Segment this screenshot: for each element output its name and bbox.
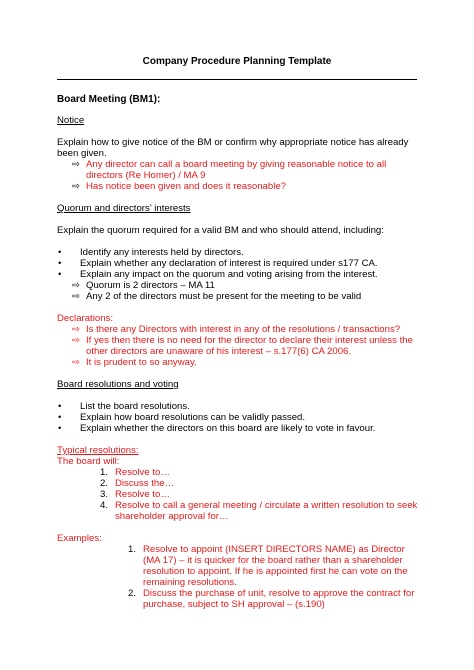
page-title: Company Procedure Planning Template [142,56,332,67]
example-1-line3: resolution to appoint. If he is appointed first he can vote on the [143,566,408,577]
arrow-icon: ⇨ [72,357,81,368]
list-number: 4. [100,500,109,511]
notice-point2: Has notice been given and does it reasonable? [86,181,287,192]
list-number: 3. [100,489,109,500]
bullet-icon: • [58,258,62,269]
bullet-icon: • [58,412,62,423]
declarations-point2-line1: If yes then there is no need for the director to declare their interest unless the [86,335,413,346]
quorum-intro: Explain the quorum required for a valid BM and who should attend, including: [57,225,384,236]
typical-item-1: Resolve to… [115,467,170,478]
example-1-line1: Resolve to appoint (INSERT DIRECTORS NAME) as Director [143,544,405,555]
typical-item-4-line2: shareholder approval for… [115,511,229,522]
example-2-line1: Discuss the purchase of unit, resolve to approve the contract for [143,588,415,599]
notice-heading: Notice [57,115,85,126]
list-number: 2. [100,478,109,489]
board-meeting-heading: Board Meeting (BM1): [57,94,161,105]
declarations-heading: Declarations: [57,313,113,324]
arrow-icon: ⇨ [72,291,81,302]
typical-heading: Typical resolutions: [57,445,139,456]
quorum-bullet-1: Identify any interests held by directors. [80,247,244,258]
arrow-icon: ⇨ [72,159,81,170]
arrow-icon: ⇨ [72,181,81,192]
notice-intro-line2: been given. [57,148,107,159]
title-divider [57,79,417,80]
quorum-bullet-2: Explain whether any declaration of interest is required under s177 CA. [80,258,378,269]
resolutions-bullet-1: List the board resolutions. [80,401,190,412]
bullet-icon: • [58,269,62,280]
list-number: 1. [100,467,109,478]
quorum-bullet-3: Explain any impact on the quorum and voting arising from the interest. [80,269,378,280]
arrow-icon: ⇨ [72,280,81,291]
example-2-line2: purchase, subject to SH approval – (s.190) [143,599,325,610]
bullet-icon: • [58,423,62,434]
declarations-point3: It is prudent to so anyway. [86,357,197,368]
typical-item-3: Resolve to… [115,489,170,500]
arrow-icon: ⇨ [72,335,81,346]
list-number: 2. [128,588,137,599]
quorum-point2: Any 2 of the directors must be present for the meeting to be valid [86,291,362,302]
list-number: 1. [128,544,137,555]
bullet-icon: • [58,401,62,412]
declarations-point1: Is there any Directors with interest in any of the resolutions / transactions? [86,324,401,335]
declarations-point2-line2: other directors are unaware of his interest – s.177(6) CA 2006. [86,346,352,357]
typical-item-2: Discuss the… [115,478,175,489]
resolutions-bullet-2: Explain how board resolutions can be validly passed. [80,412,306,423]
typical-subheading: The board will: [57,456,120,467]
typical-item-4-line1: Resolve to call a general meeting / circulate a written resolution to seek [115,500,418,511]
examples-heading: Examples: [57,533,102,544]
notice-point1-line1: Any director can call a board meeting by giving reasonable notice to all [86,159,387,170]
resolutions-bullet-3: Explain whether the directors on this board are likely to vote in favour. [80,423,376,434]
example-1-line2: (MA 17) – it is quicker for the board rather than a shareholder [143,555,403,566]
bullet-icon: • [58,247,62,258]
notice-intro-line1: Explain how to give notice of the BM or confirm why appropriate notice has already [57,137,409,148]
notice-point1-line2: directors (Re Homer) / MA 9 [86,170,206,181]
example-1-line4: remaining resolutions. [143,577,237,588]
quorum-point1: Quorum is 2 directors – MA 11 [86,280,215,291]
quorum-heading: Quorum and directors’ interests [57,203,191,214]
arrow-icon: ⇨ [72,324,81,335]
resolutions-heading: Board resolutions and voting [57,379,179,390]
